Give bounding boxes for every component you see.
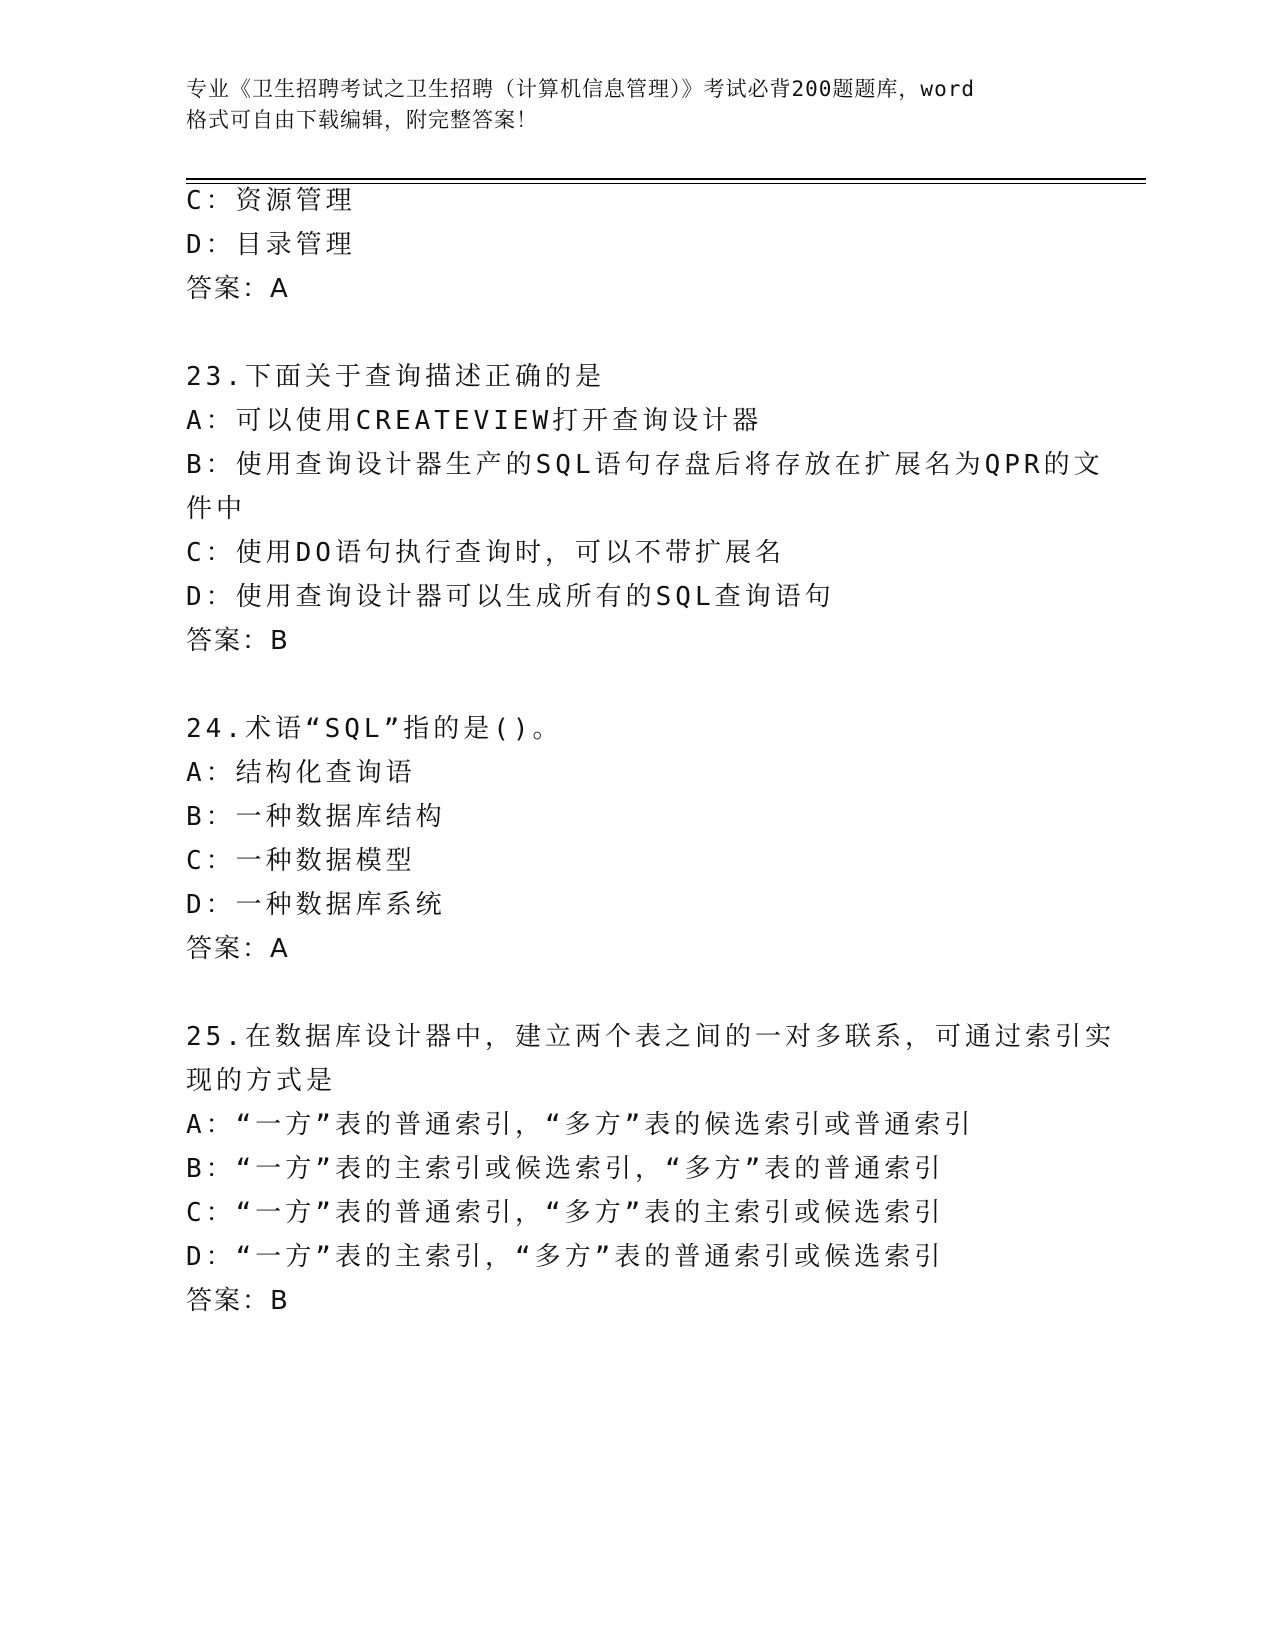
q24-option-c: C：一种数据模型: [186, 846, 416, 876]
prev-option-c: C：资源管理: [186, 186, 356, 216]
q25-question-line1: 25.在数据库设计器中，建立两个表之间的一对多联系，可通过索引实: [186, 1022, 1115, 1052]
q25-option-c: C：“一方”表的普通索引，“多方”表的主索引或候选索引: [186, 1198, 945, 1228]
q24-option-a: A：结构化查询语: [186, 758, 416, 788]
q23-option-c: C：使用DO语句执行查询时，可以不带扩展名: [186, 538, 785, 568]
prev-answer: 答案：A: [186, 274, 290, 304]
q23-question: 23.下面关于查询描述正确的是: [186, 362, 605, 392]
q25-question-line2: 现的方式是: [186, 1066, 337, 1096]
q24-option-b: B：一种数据库结构: [186, 802, 446, 832]
header-divider-thin: [186, 183, 1146, 184]
q23-option-b-line2: 件中: [186, 494, 247, 524]
q23-option-b-line1: B：使用查询设计器生产的SQL语句存盘后将存放在扩展名为QPR的文: [186, 450, 1104, 480]
q25-option-a: A：“一方”表的普通索引，“多方”表的候选索引或普通索引: [186, 1110, 975, 1140]
q23-option-a: A：可以使用CREATEVIEW打开查询设计器: [186, 406, 763, 436]
q23-answer: 答案：B: [186, 626, 290, 656]
q24-option-d: D：一种数据库系统: [186, 890, 446, 920]
q25-option-d: D：“一方”表的主索引，“多方”表的普通索引或候选索引: [186, 1242, 945, 1272]
document-header: [186, 74, 1086, 136]
q25-option-b: B：“一方”表的主索引或候选索引，“多方”表的普通索引: [186, 1154, 945, 1184]
header-line-2: 格式可自由下载编辑，附完整答案！: [186, 108, 538, 132]
q23-option-d: D：使用查询设计器可以生成所有的SQL查询语句: [186, 582, 835, 612]
q25-answer: 答案：B: [186, 1286, 290, 1316]
prev-option-d: D：目录管理: [186, 230, 356, 260]
header-line-1: 专业《卫生招聘考试之卫生招聘（计算机信息管理）》考试必背200题题库，word: [186, 77, 975, 101]
q24-answer: 答案：A: [186, 934, 290, 964]
q24-question: 24.术语“SQL”指的是()。: [186, 714, 563, 744]
header-divider-thick: [186, 178, 1146, 180]
